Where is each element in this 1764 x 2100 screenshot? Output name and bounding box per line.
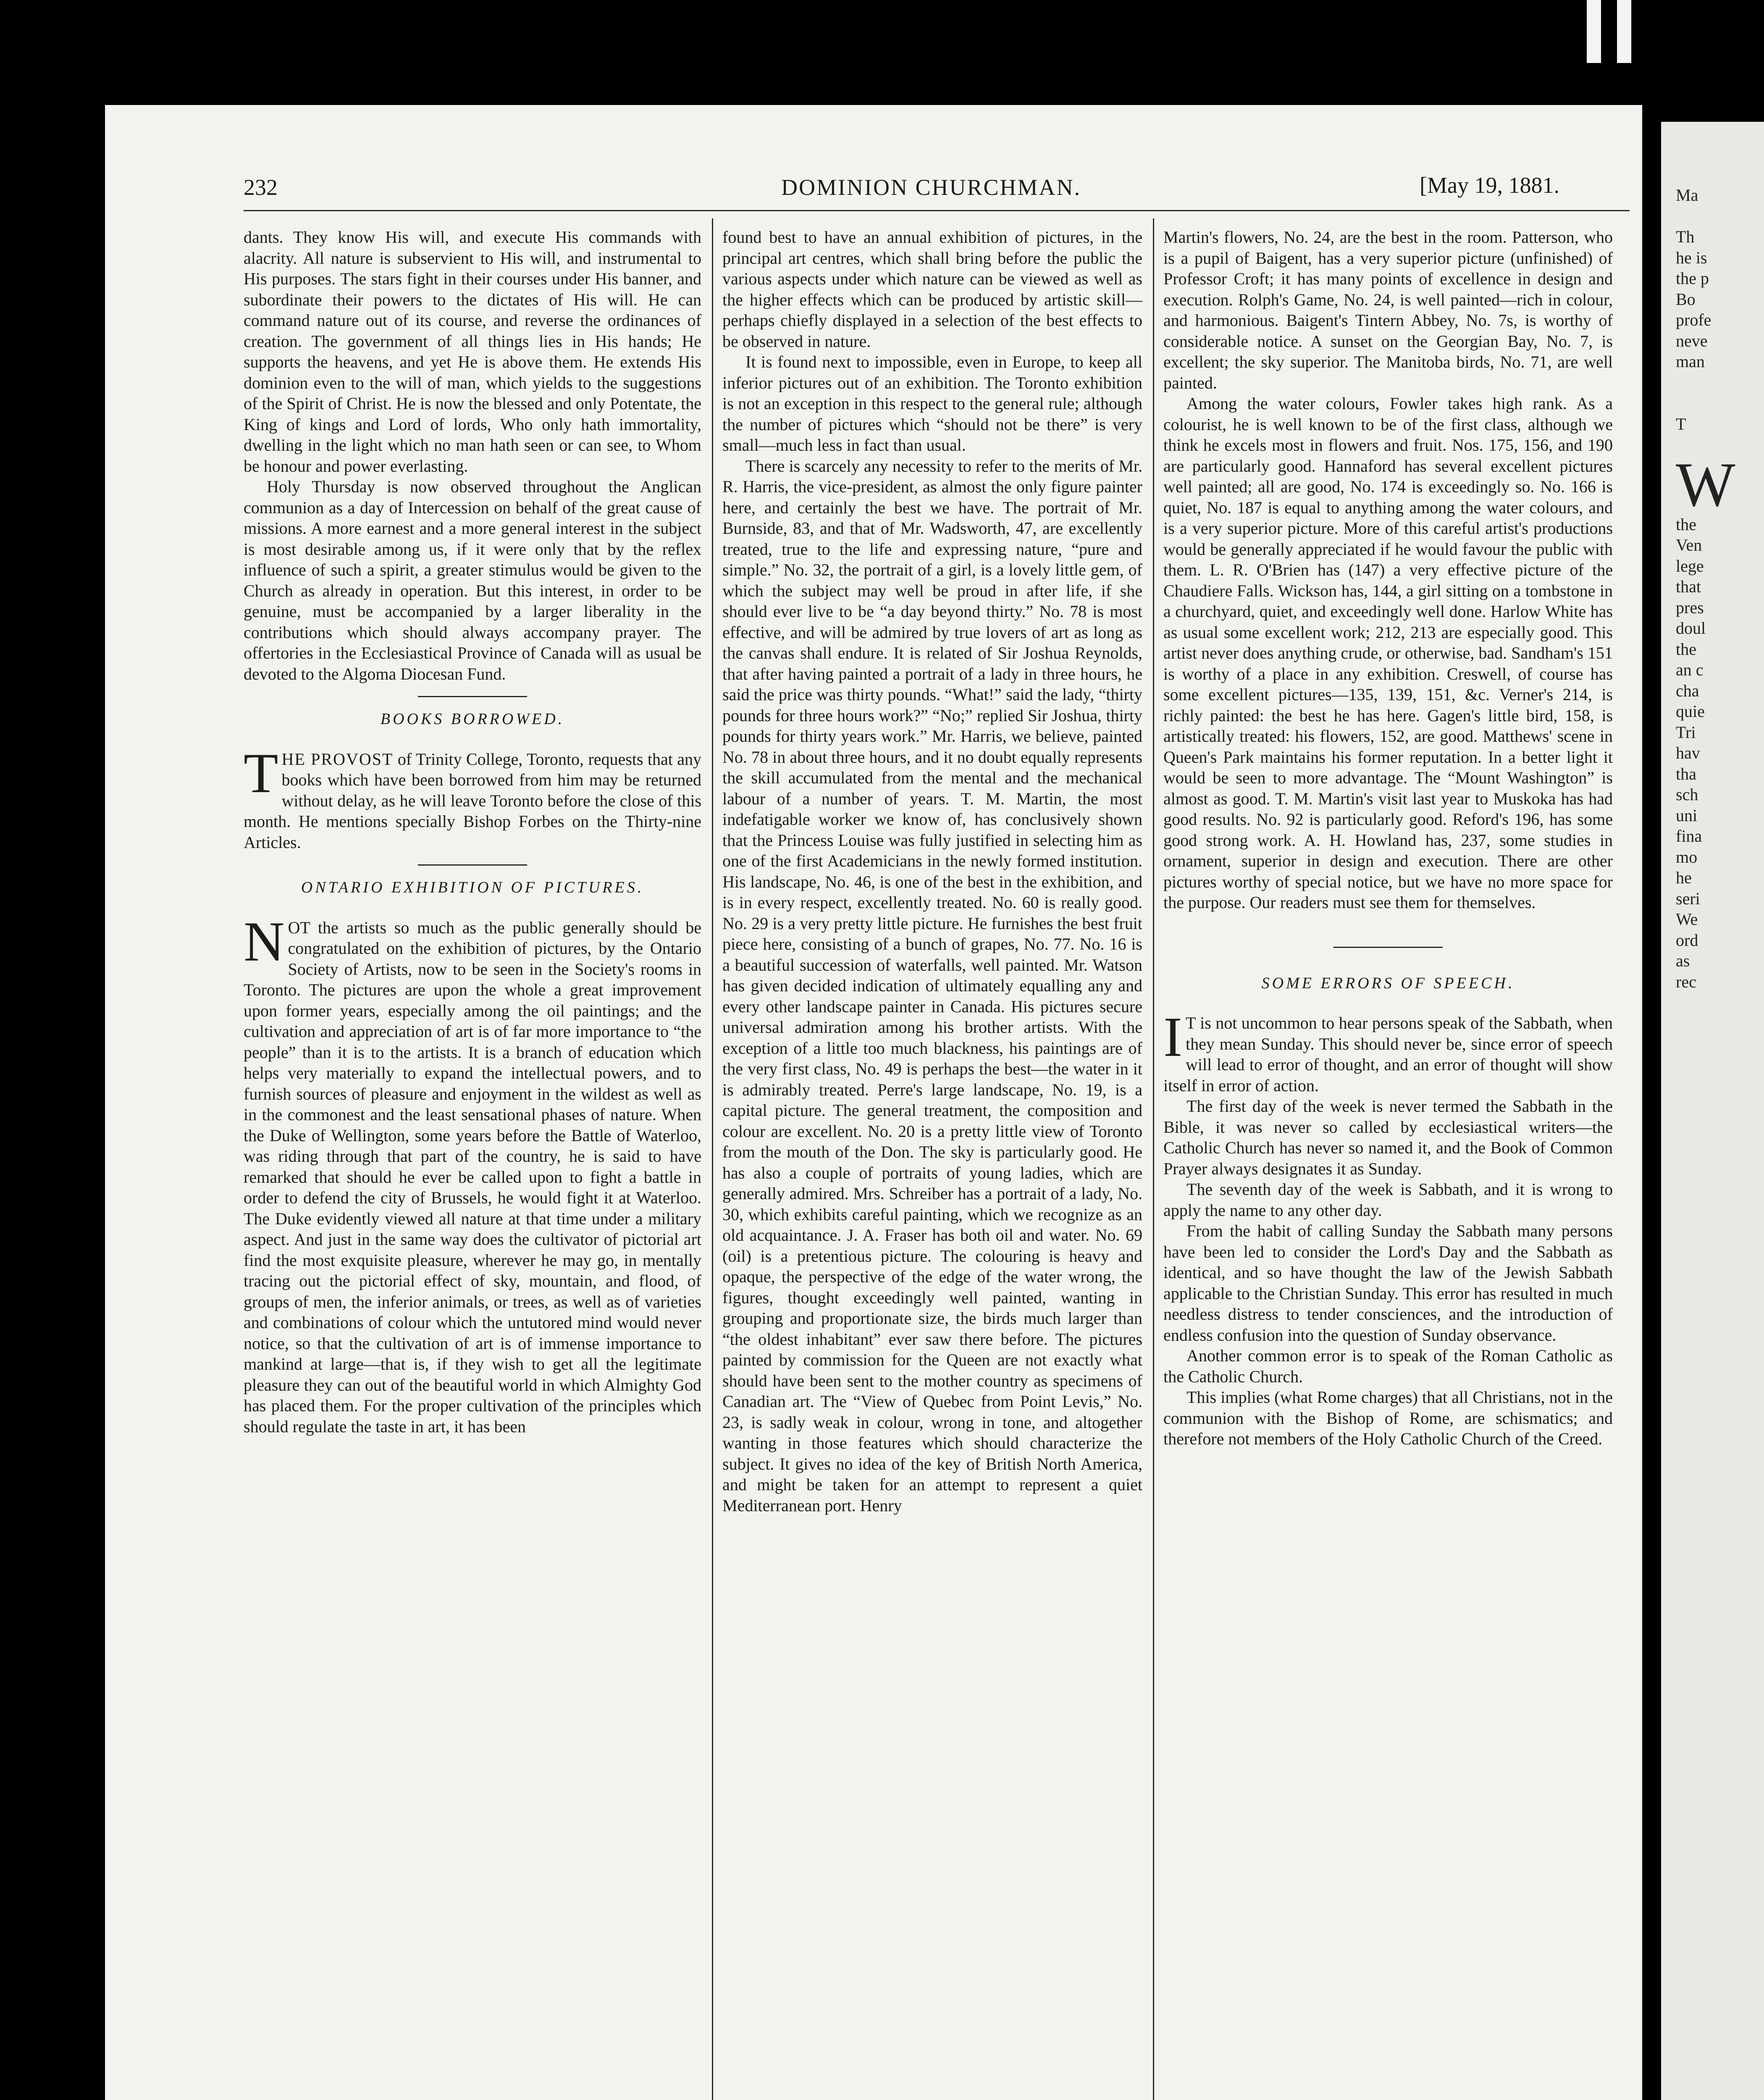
- next-page-line: Bo: [1676, 289, 1696, 309]
- column-1: [244, 227, 701, 1437]
- scanner-bar: [1587, 0, 1601, 63]
- column-rule: [712, 218, 713, 2100]
- section-rule: [418, 864, 527, 866]
- next-page-line: the p: [1676, 269, 1709, 288]
- article-continuation: dants. They know His will, and execute His commands with alacrity. All nature is subservient to His will, and instrumental to His purposes. The stars fight in their courses under His banner, and subordinate their powers to the dictates of His will. He can command nature out of its course, and reverse the ordinances of creation. The government of all things lies in His hands; He supports the heavens, and yet He is above them. He extends His dominion even to the will of man, which yields to the suggestions of the Spirit of Christ. He is now the blessed and only Potentate, the King of kings and Lord of lords, Who only hath immortality, dwelling in the light which no man hath seen or can see, to Whom be honour and power everlasting.: [244, 228, 701, 475]
- next-page-line: that: [1676, 577, 1701, 596]
- drop-cap: T: [244, 742, 278, 805]
- errors-paragraph: Another common error is to speak of the Roman Catholic as the Catholic Church.: [1163, 1346, 1613, 1386]
- page-number: 232: [244, 175, 278, 200]
- exhibition-paragraph: There is scarcely any necessity to refer to the merits of Mr. R. Harris, the vice-president, as almost the only figure painter here, and certainly the best we have. The portrait of Mr. Burnside, 83, and that of Mr. Wadsworth, 47, are excellently treated, true to the life and expressing nature, “pure and simple.” No. 32, the portrait of a girl, is a lovely little gem, of which the subject may well be proud in after life, if she should ever live to be “a day beyond thirty.” No. 78 is most effective, and will be admired by true lovers of art as long as the canvas shall endure. It is related of Sir Joshua Reynolds, that after having painted a portrait of a lady in three hours, he said the price was thirty pounds. “What!” said the lady, “thirty pounds for three hours work?” “No;” replied Sir Joshua, thirty pounds for thirty years work.” Mr. Harris, we believe, painted No. 78 in about three hours, and it no doubt equally represents the skill accumulated from the mental and the mechanical labour of a number of years. T. M. Martin, the most indefatigable worker we know of, has conclusively shown that the Princess Louise was fully justified in selecting him as one of the first Academicians in the newly formed institution. His landscape, No. 46, is one of the best in the exhibition, and is in every respect, excellently treated. No. 60 is really good. No. 29 is a very pretty little picture. He furnishes the best fruit piece here, consisting of a bunch of grapes, No. 77. No. 16 is a beautiful succession of waterfalls, well painted. Mr. Watson has given decided indication of ultimately equalling any and every other landscape painter in Canada. His pictures secure universal admiration among his brother artists. With the exception of a little too much blackness, his paintings are of the very first class, No. 49 is perhaps the best—the water in it is admirably treated. Perre's large landscape, No. 19, is a capital picture. The general treatment, the composition and colour are excellent. No. 20 is a pretty little view of Toronto from the mouth of the Don. The sky is particularly good. He has also a couple of portraits of young ladies, which are generally admired. Mrs. Schreiber has a portrait of a lady, No. 30, which exhibits careful painting, which we recognize as an old acquaintance. J. A. Fraser has both oil and water. No. 69 (oil) is a pretentious picture. The colouring is heavy and opaque, the perspective of the edge of the water wrong, the figures, thought exceedingly well painted, wanting in grouping and proportionate size, the birds much larger than “the oldest inhabitant” ever saw there before. The pictures painted by commission for the Queen are not exactly what should have been sent to the mother country as specimens of Canadian art. The “View of Quebec from Point Levis,” No. 23, is sadly weak in colour, wrong in tone, and altogether wanting in those features which should characterize the subject. It gives no idea of the key of British North America, and might be taken for an attempt to represent a quiet Mediterranean port. Henry: [722, 456, 1142, 1515]
- header-rule: [244, 210, 1630, 211]
- next-page-text-fragment: [1676, 185, 1764, 992]
- errors-text: T is not uncommon to hear persons speak of the Sabbath, when they mean Sunday. This should never be, since error of speech will lead to error of thought, and an error of thought will show itself in error of action.: [1163, 1013, 1613, 1095]
- scanner-bar: [1617, 0, 1631, 63]
- ontario-exhibition-paragraph: [244, 910, 701, 1437]
- next-page-line: mo: [1676, 847, 1698, 866]
- next-page-line: [1676, 206, 1764, 227]
- next-page-line: fina: [1676, 827, 1702, 845]
- next-page-line: the: [1676, 639, 1696, 659]
- next-page-line: cha: [1676, 681, 1699, 700]
- errors-paragraph: From the habit of calling Sunday the Sabbath many persons have been led to consider the Lord's Day and the Sabbath as identical, and so have thought the law of the Jewish Sabbath applicable to the Christian Sunday. This error has resulted in much needless distress to tender consciences, and the introduction of endless confusion into the question of Sunday observance.: [1163, 1221, 1613, 1344]
- next-page-line: Ma: [1676, 186, 1698, 205]
- next-page-line: pres: [1676, 598, 1704, 617]
- exhibition-paragraph: It is found next to impossible, even in Europe, to keep all inferior pictures out of an exhibition. The Toronto exhibition is not an exception in this respect to the general rule; although the number of pictures which “should not be there” is very small—much less in fact than usual.: [722, 352, 1142, 454]
- next-page-line: doul: [1676, 619, 1706, 638]
- next-page-line: [1676, 393, 1764, 414]
- next-page-line: he is: [1676, 248, 1707, 267]
- journal-title: DOMINION CHURCHMAN.: [781, 175, 1082, 200]
- next-page-line: he: [1676, 868, 1692, 887]
- next-page-line: quie: [1676, 702, 1705, 721]
- errors-paragraph: This implies (what Rome charges) that all Christians, not in the communion with the Bishop of Rome, are schismatics; and therefore not members of the Holy Catholic Church of the Creed.: [1163, 1388, 1613, 1448]
- next-page-line: seri: [1676, 889, 1700, 908]
- next-page-line: tha: [1676, 764, 1696, 783]
- next-page-line: [1676, 372, 1764, 393]
- next-page-line: man: [1676, 352, 1705, 371]
- errors-paragraph: [1163, 1006, 1613, 1096]
- next-page-line: W: [1676, 449, 1735, 520]
- column-2: [722, 227, 1142, 1516]
- drop-cap: I: [1163, 1006, 1182, 1068]
- next-page-line: sch: [1676, 785, 1698, 804]
- section-rule: [418, 696, 527, 697]
- holy-thursday-paragraph: Holy Thursday is now observed throughout the Anglican communion as a day of Intercession on behalf of the great cause of missions. A more earnest and a more general interest in the subject is most desirable among us, if it were only that by the reflex influence of such a spirit, a greater stimulus would be given to the Church as already in operation. But this interest, in order to be genuine, must be accompanied by a larger liberality in the contributions which should always accompany prayer. The offertories in the Ecclesiastical Province of Canada will as usual be devoted to the Algoma Diocesan Fund.: [244, 477, 701, 683]
- errors-paragraph: The first day of the week is never termed the Sabbath in the Bible, it was never so called by ecclesiastical writers—the Catholic Church has never so named it, and the Book of Common Prayer always designates it as Sunday.: [1163, 1097, 1613, 1178]
- errors-paragraph: The seventh day of the week is Sabbath, and it is wrong to apply the name to any other day.: [1163, 1180, 1613, 1220]
- next-page-line: the: [1676, 514, 1696, 534]
- books-borrowed-text: of Trinity College, Toronto, requests that any books which have been borrowed from him may be returned without delay, as he will leave Toronto before the close of this month. He mentions specially Bishop Forbes on the Thirty-nine Articles.: [244, 749, 702, 852]
- column-rule: [1153, 218, 1154, 2100]
- water-colours-paragraph: Among the water colours, Fowler takes high rank. As a colourist, he is well known to be of the first class, although we think he excels most in flowers and fruit. Nos. 175, 156, and 190 are particularly good. Hannaford has several excellent pictures well painted; all are good, No. 174 is exceedingly so. No. 166 is quiet, No. 187 is equal to anything among the water colours, and is a very superior picture. More of this careful artist's productions would be generally appreciated if he would favour the public with them. L. R. O'Brien has (147) a very effective picture of the Chaudiere Falls. Wickson has, 144, a girl sitting on a tombstone in a churchyard, quiet, and exceedingly well done. Harlow White has as usual some excellent work; 212, 213 are especially good. This artist never does anything crude, or otherwise, bad. Sandham's 151 is worthy of a place in any exhibition. Creswell, of course has some excellent pictures—135, 139, 151, &c. Verner's 214, is richly painted: the best he has here. Gagen's little bird, 158, is artistically treated: his flowers, 152, are good. Matthews' scene in Queen's Park maintains his former reputation. In a better light it would be seen to more advantage. The “Mount Washington” is almost as good. T. M. Martin's visit last year to Muskoka has had good results. No. 92 is particularly good. Reford's 196, has some good strong work. A. H. Howland has, 237, some studies in ornament, superior in design and execution. There are other pictures worthy of special notice, but we have no more space for the purpose. Our readers must see them for themselves.: [1163, 394, 1613, 912]
- exhibition-paragraph: found best to have an annual exhibition of pictures, in the principal art centres, which shall bring before the public the various aspects under which nature can be viewed as well as the higher effects which can be produced by artistic skill—perhaps chiefly displayed in a selection of the best effects to be observed in nature.: [722, 228, 1142, 351]
- drop-cap: N: [244, 910, 285, 973]
- next-page-line: rec: [1676, 972, 1696, 991]
- next-page-line: ord: [1676, 930, 1698, 950]
- books-borrowed-heading: BOOKS BORROWED.: [380, 710, 565, 728]
- next-page-line: We: [1676, 910, 1698, 929]
- next-page-line: uni: [1676, 806, 1698, 825]
- ontario-exhibition-text: OT the artists so much as the public generally should be congratulated on the exhibition of pictures, by the Ontario Society of Artists, now to be seen in the Society's rooms in Toronto. The pictures are upon the whole a great improvement upon former years, especially among the oil paintings; and the cultivation and appreciation of art is of far more importance to “the people” than it is to the artists. It is a branch of education which helps very materially to expand the intellectual powers, and to furnish sources of pleasure and enjoyment in the wildest as well as in the commonest and the least sensational phases of nature. When the Duke of Wellington, some years before the Battle of Waterloo, was riding through that part of the country, he is said to have remarked that should he ever be called upon to fight a battle in order to defend the city of Brussels, he would fight it at Waterloo. The Duke evidently viewed all nature at that time under a military aspect. And just in the same way does the cultivator of pictorial art find the most exquisite pleasure, wherever he may go, in mentally tracing out the pictorial effect of sky, mountain, and flood, of groups of men, the inferior animals, or trees, as well as of varieties and combinations of colour which the untutored mind would never notice, so that the cultivation of art is of immense importance to mankind at large—that is, if they wish to get all the legitimate pleasure they can out of the beautiful world in which Almighty God has placed them. For the proper cultivation of the principles which should regulate the taste in art, it has been: [244, 918, 701, 1436]
- exhibition-paragraph: Martin's flowers, No. 24, are the best in the room. Patterson, who is a pupil of Baigent, has a very superior picture (unfinished) of Professor Croft; it has many points of excellence in design and execution. Rolph's Game, No. 24, is well painted—rich in colour, and harmonious. Baigent's Tintern Abbey, No. 7s, is worthy of considerable notice. A sunset on the Georgian Bay, No. 7, is excellent; the sky superior. The Manitoba birds, No. 71, are well painted.: [1163, 228, 1613, 392]
- next-page-line: an c: [1676, 660, 1704, 679]
- ontario-exhibition-heading: ONTARIO EXHIBITION OF PICTURES.: [301, 879, 644, 896]
- next-page-line: hav: [1676, 743, 1700, 762]
- next-page-line: Th: [1676, 227, 1695, 246]
- next-page-line: Ven: [1676, 536, 1702, 554]
- next-page-line: as: [1676, 951, 1690, 970]
- issue-date: [May 19, 1881.: [1420, 173, 1559, 198]
- next-page-line: profe: [1676, 310, 1712, 329]
- next-page-line: neve: [1676, 331, 1708, 350]
- section-rule: [1334, 947, 1443, 948]
- books-borrowed-paragraph: [244, 742, 702, 853]
- next-page-line: Tri: [1676, 722, 1696, 742]
- next-page-line: T: [1676, 414, 1686, 433]
- column-3: [1163, 227, 1613, 1449]
- next-page-line: lege: [1676, 556, 1704, 575]
- lead-caps: HE PROVOST: [281, 749, 394, 769]
- errors-of-speech-heading: SOME ERRORS OF SPEECH.: [1261, 974, 1515, 992]
